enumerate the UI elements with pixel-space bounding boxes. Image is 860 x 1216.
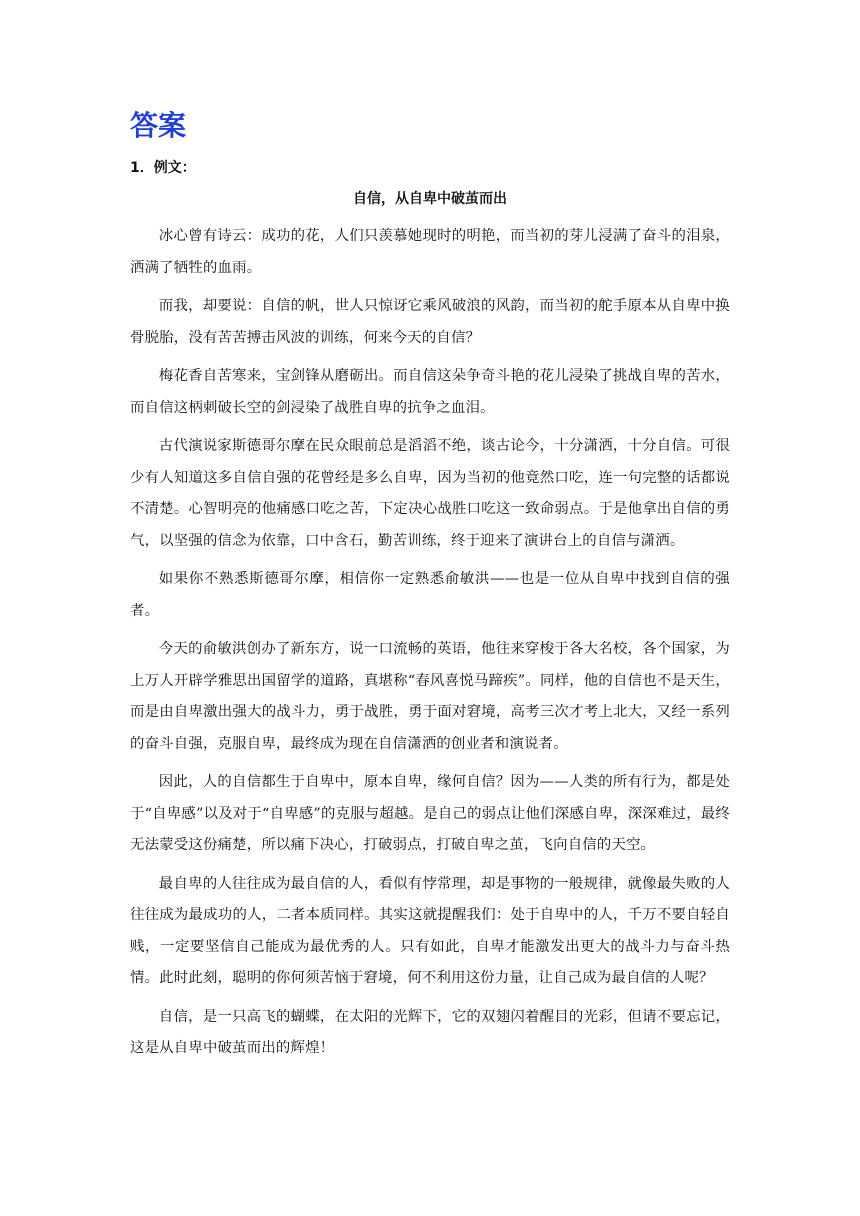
essay-paragraph: 自信，是一只高飞的蝴蝶，在太阳的光辉下，它的双翅闪着醒目的光彩，但请不要忘记，这是从自卑中破茧而出的辉煌！: [130, 1008, 730, 1056]
essay-paragraph: 因此，人的自信都生于自卑中，原本自卑，缘何自信？因为——人类的所有行为，都是处于“自卑感”以及对于“自卑感”的克服与超越。是自己的弱点让他们深感自卑，深深难过，最终无法蒙受这份痛楚，所以痛下决心，打破弱点，打破自卑之茧，飞向自信的天空。: [130, 774, 730, 853]
essay-paragraph: 古代演说家斯德哥尔摩在民众眼前总是滔滔不绝，谈古论今，十分潇洒，十分自信。可很少有人知道这多自信自强的花曾经是多么自卑，因为当初的他竟然口吃，连一句完整的话都说不清楚。心智明亮的他痛感口吃之苦，下定决心战胜口吃这一致命弱点。于是他拿出自信的勇气，以坚强的信念为依靠，口中含石，勤苦训练，终于迎来了演讲台上的自信与潇洒。: [130, 438, 730, 549]
essay-paragraph: 如果你不熟悉斯德哥尔摩，相信你一定熟悉俞敏洪——也是一位从自卑中找到自信的强者。: [130, 571, 730, 619]
essay-title: 自信，从自卑中破茧而出: [353, 191, 507, 207]
essay-body: [130, 221, 730, 1072]
essay-paragraph: 冰心曾有诗云：成功的花，人们只羡慕她现时的明艳，而当初的芽儿浸满了奋斗的泪泉，洒满了牺牲的血雨。: [130, 228, 730, 276]
essay-paragraph: 而我，却要说：自信的帆，世人只惊讶它乘风破浪的风韵，而当初的舵手原本从自卑中换骨脱胎，没有苦苦搏击风波的训练，何来今天的自信？: [130, 298, 730, 346]
question-label: 1．例文：: [130, 160, 196, 176]
essay-paragraph: 最自卑的人往往成为最自信的人，看似有悖常理，却是事物的一般规律，就像最失败的人往往成为最成功的人，二者本质同样。其实这就提醒我们：处于自卑中的人，千万不要自轻自贱，一定要坚信自己能成为最优秀的人。只有如此，自卑才能激发出更大的战斗力与奋斗热情。此时此刻，聪明的你何须苦恼于窘境，何不利用这份力量，让自己成为最自信的人呢？: [130, 875, 730, 986]
essay-paragraph: 今天的俞敏洪创办了新东方，说一口流畅的英语，他往来穿梭于各大名校，各个国家，为上万人开辟学雅思出国留学的道路，真堪称“春风喜悦马蹄疾”。同样，他的自信也不是天生，而是由自卑激出强大的战斗力，勇于战胜，勇于面对窘境，高考三次才考上北大，又经一系列的奋斗自强，克服自卑，最终成为现在自信潇洒的创业者和演说者。: [130, 641, 730, 752]
essay-paragraph: 梅花香自苦寒来，宝剑锋从磨砺出。而自信这朵争奇斗艳的花儿浸染了挑战自卑的苦水，而自信这柄刺破长空的剑浸染了战胜自卑的抗争之血泪。: [130, 368, 730, 416]
answer-heading: 答案: [130, 109, 187, 142]
